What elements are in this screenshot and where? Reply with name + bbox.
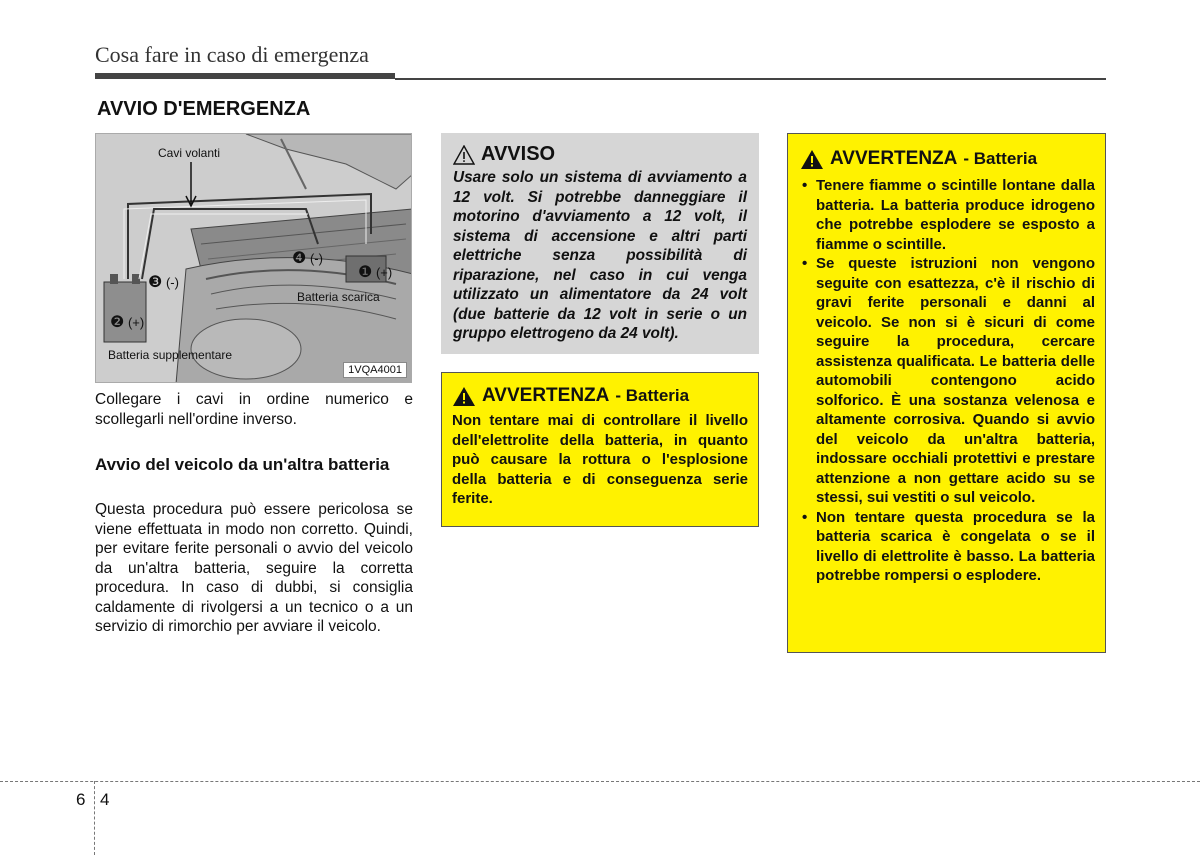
warning-item: • Se queste istruzioni non vengono seguite con esattezza, c'è il rischio di gravi ferite personali e danni al veicolo. Se non si è sicuri di come seguire la procedura, cercare assistenza qualificata. Le batteria delle automobili contengono acido solforico. È una sostanza velenosa e altamente corrosiva. Quando si avvio del veicolo da un'altra batteria, indossare occhiali protettivi e prestare attenzione a non gettare acido su se stessi, sui vestiti o sul veicolo. (800, 254, 1095, 508)
warning-triangle-icon (800, 149, 824, 170)
caution-triangle-icon (453, 145, 475, 165)
warning-title (452, 385, 748, 407)
marker-number: ❹ (292, 250, 307, 267)
header-rule (395, 78, 1106, 80)
jump-start-illustration (95, 133, 412, 383)
warning-title-text: AVVERTENZA (830, 148, 958, 169)
marker-number: ❶ (358, 264, 373, 281)
notice-title-text: AVVISO (481, 143, 556, 165)
warning-triangle-icon (452, 386, 476, 407)
subheading: Avvio del veicolo da un'altra batteria (95, 455, 390, 474)
warning-item: • Non tentare questa procedura se la batteria scarica è congelata o se il livello di elettrolite è basso. La batteria potrebbe rompersi o esplodere. (800, 508, 1095, 586)
chapter-title: Cosa fare in caso di emergenza (95, 42, 369, 67)
marker-2 (110, 312, 144, 332)
marker-sign: (+) (127, 315, 145, 330)
car-engine-drawing (96, 134, 412, 383)
notice-text: Usare solo un sistema di avviamento a 12 volt. Si potrebbe danneggiare il motorino d'avviamento a 12 volt, il sistema di accensione e altri parti elettriche senza possibilità di riparazione, nel caso in cui venga utilizzato un alimentatore da 24 volt (due batterie da 12 volt in serie o un gruppo elettrogeno da 24 volt). (453, 169, 747, 342)
label-dead-battery: Batteria scarica (297, 290, 380, 304)
warning-subtitle: - Batteria (963, 149, 1038, 168)
warning-subtitle: - Batteria (615, 386, 690, 405)
marker-3 (148, 272, 179, 292)
notice-box (441, 133, 759, 354)
warning-title-text: AVVERTENZA (482, 385, 610, 406)
marker-sign: (-) (309, 251, 323, 266)
footer-divider (94, 781, 95, 855)
chapter-number: 6 (76, 790, 86, 809)
label-cables: Cavi volanti (158, 146, 221, 160)
marker-number: ❷ (110, 314, 125, 331)
intro-text: Collegare i cavi in ordine numerico e scollegarli nell'ordine inverso. (95, 391, 413, 428)
marker-sign: (+) (375, 265, 393, 280)
label-booster-battery: Batteria supplementare (108, 348, 233, 362)
warning-item: • Tenere fiamme o scintille lontane dalla batteria. La batteria produce idrogeno che potrebbe esplodere se esposto a fiamme o scintille. (800, 176, 1095, 254)
warning-list (800, 176, 1095, 586)
notice-title (453, 143, 747, 166)
warning-text: Non tentare mai di controllare il livello dell'elettrolite della batteria, in quanto può causare la rottura o l'esplosione della batteria e di conseguenza serie ferite. (452, 412, 748, 507)
header-bar (95, 73, 395, 79)
marker-1 (358, 262, 392, 282)
figure-code: 1VQA4001 (343, 362, 407, 378)
page-number: 4 (100, 790, 110, 809)
warning-title (800, 148, 1095, 170)
footer-rule (0, 781, 1200, 782)
marker-sign: (-) (165, 275, 179, 290)
warning-box-electrolyte (441, 372, 759, 527)
marker-4 (292, 248, 323, 268)
procedure-paragraph: Questa procedura può essere pericolosa se viene effettuata in modo non corretto. Quindi, per evitare ferite personali o avvio del veicolo da un'altra batteria, seguire la corretta procedura. In caso di dubbi, si consiglia caldamente di rivolgersi a un tecnico o a un servizio di rimorchio per avviare il veicolo. (95, 501, 413, 635)
marker-number: ❸ (148, 274, 163, 291)
section-title: AVVIO D'EMERGENZA (97, 98, 311, 120)
warning-box-battery (787, 133, 1106, 653)
